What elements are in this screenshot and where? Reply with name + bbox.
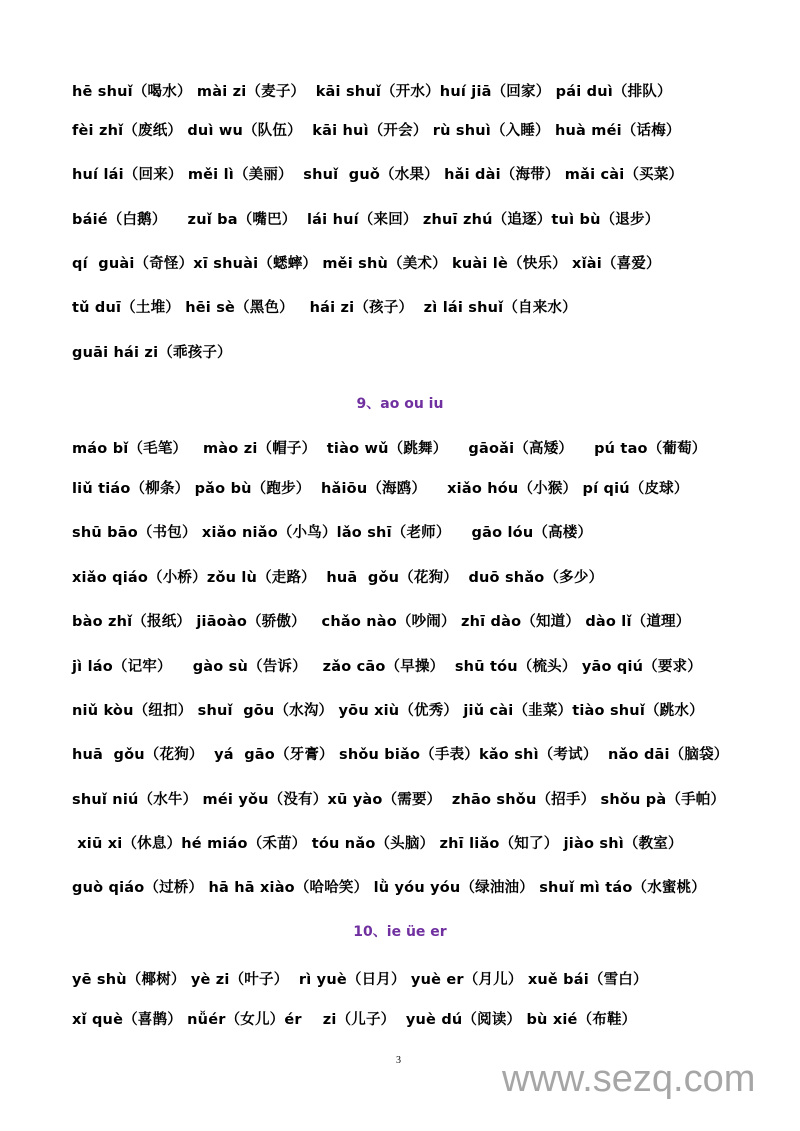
vocab-line: xiǎo qiáo（小桥）zǒu lù（走路） huā gǒu（花狗） duō shǎo（多少） [72, 570, 604, 586]
vocab-line: bào zhǐ（报纸） jiāoào（骄傲） chǎo nào（吵闹） zhī dào（知道） dào lǐ（道理） [72, 614, 691, 630]
vocab-line: shū bāo（书包） xiǎo niǎo（小鸟）lǎo shī（老师） gāo lóu（高楼） [72, 525, 593, 541]
vocab-line: jì láo（记牢） gào sù（告诉） zǎo cāo（早操） shū tóu（梳头） yāo qiú（要求） [72, 659, 702, 675]
vocab-line: guò qiáo（过桥） hā hā xiào（哈哈笑） lǜ yóu yóu（绿油油） shuǐ mì táo（水蜜桃） [72, 880, 706, 896]
vocab-line: xiū xi（休息）hé miáo（禾苗） tóu nǎo（头脑） zhī liǎo（知了） jiào shì（教室） [72, 836, 683, 852]
vocab-line: shuǐ niú（水牛） méi yǒu（没有）xū yào（需要） zhāo shǒu（招手） shǒu pà（手帕） [72, 792, 726, 808]
vocab-line: guāi hái zi（乖孩子） [72, 345, 232, 361]
section-heading-10: 10、ie üe er [353, 924, 447, 940]
vocab-line: huí lái（回来） měi lì（美丽） shuǐ guǒ（水果） hǎi dài（海带） mǎi cài（买菜） [72, 167, 684, 183]
vocab-line: liǔ tiáo（柳条） pǎo bù（跑步） hǎiōu（海鸥） xiǎo hóu（小猴） pí qiú（皮球） [72, 481, 689, 497]
vocab-line: fèi zhǐ（废纸） duì wu（队伍） kāi huì（开会） rù shuì（入睡） huà méi（话梅） [72, 123, 681, 139]
vocab-line: máo bǐ（毛笔） mào zi（帽子） tiào wǔ（跳舞） gāoǎi（高矮） pú tao（葡萄） [72, 441, 707, 457]
vocab-line: huā gǒu（花狗） yá gāo（牙膏） shǒu biǎo（手表）kǎo shì（考试） nǎo dāi（脑袋） [72, 747, 729, 763]
vocab-line: hē shuǐ（喝水） mài zi（麦子） kāi shuǐ（开水）huí jiā（回家） pái duì（排队） [72, 84, 672, 100]
vocab-line: qí guài（奇怪）xī shuài（蟋蟀） měi shù（美术） kuài lè（快乐） xǐài（喜爱） [72, 256, 661, 272]
vocab-line: yē shù（椰树） yè zi（叶子） rì yuè（日月） yuè er（月儿） xuě bái（雪白） [72, 972, 648, 988]
vocab-line: báié（白鹅） zuǐ ba（嘴巴） lái huí（来回） zhuī zhú（追逐）tuì bù（退步） [72, 212, 660, 228]
section-heading-9: 9、ao ou iu [356, 396, 444, 412]
vocab-line: tǔ duī（土堆） hēi sè（黑色） hái zi（孩子） zì lái shuǐ（自来水） [72, 300, 577, 316]
watermark: www.sezq.com [502, 1058, 756, 1100]
vocab-line: niǔ kòu（纽扣） shuǐ gōu（水沟） yōu xiù（优秀） jiǔ cài（韭菜）tiào shuǐ（跳水） [72, 703, 704, 719]
vocab-line: xǐ què（喜鹊） nǚér（女儿）ér zi（儿子） yuè dú（阅读） bù xié（布鞋） [72, 1012, 637, 1028]
page-number: 3 [396, 1055, 401, 1066]
